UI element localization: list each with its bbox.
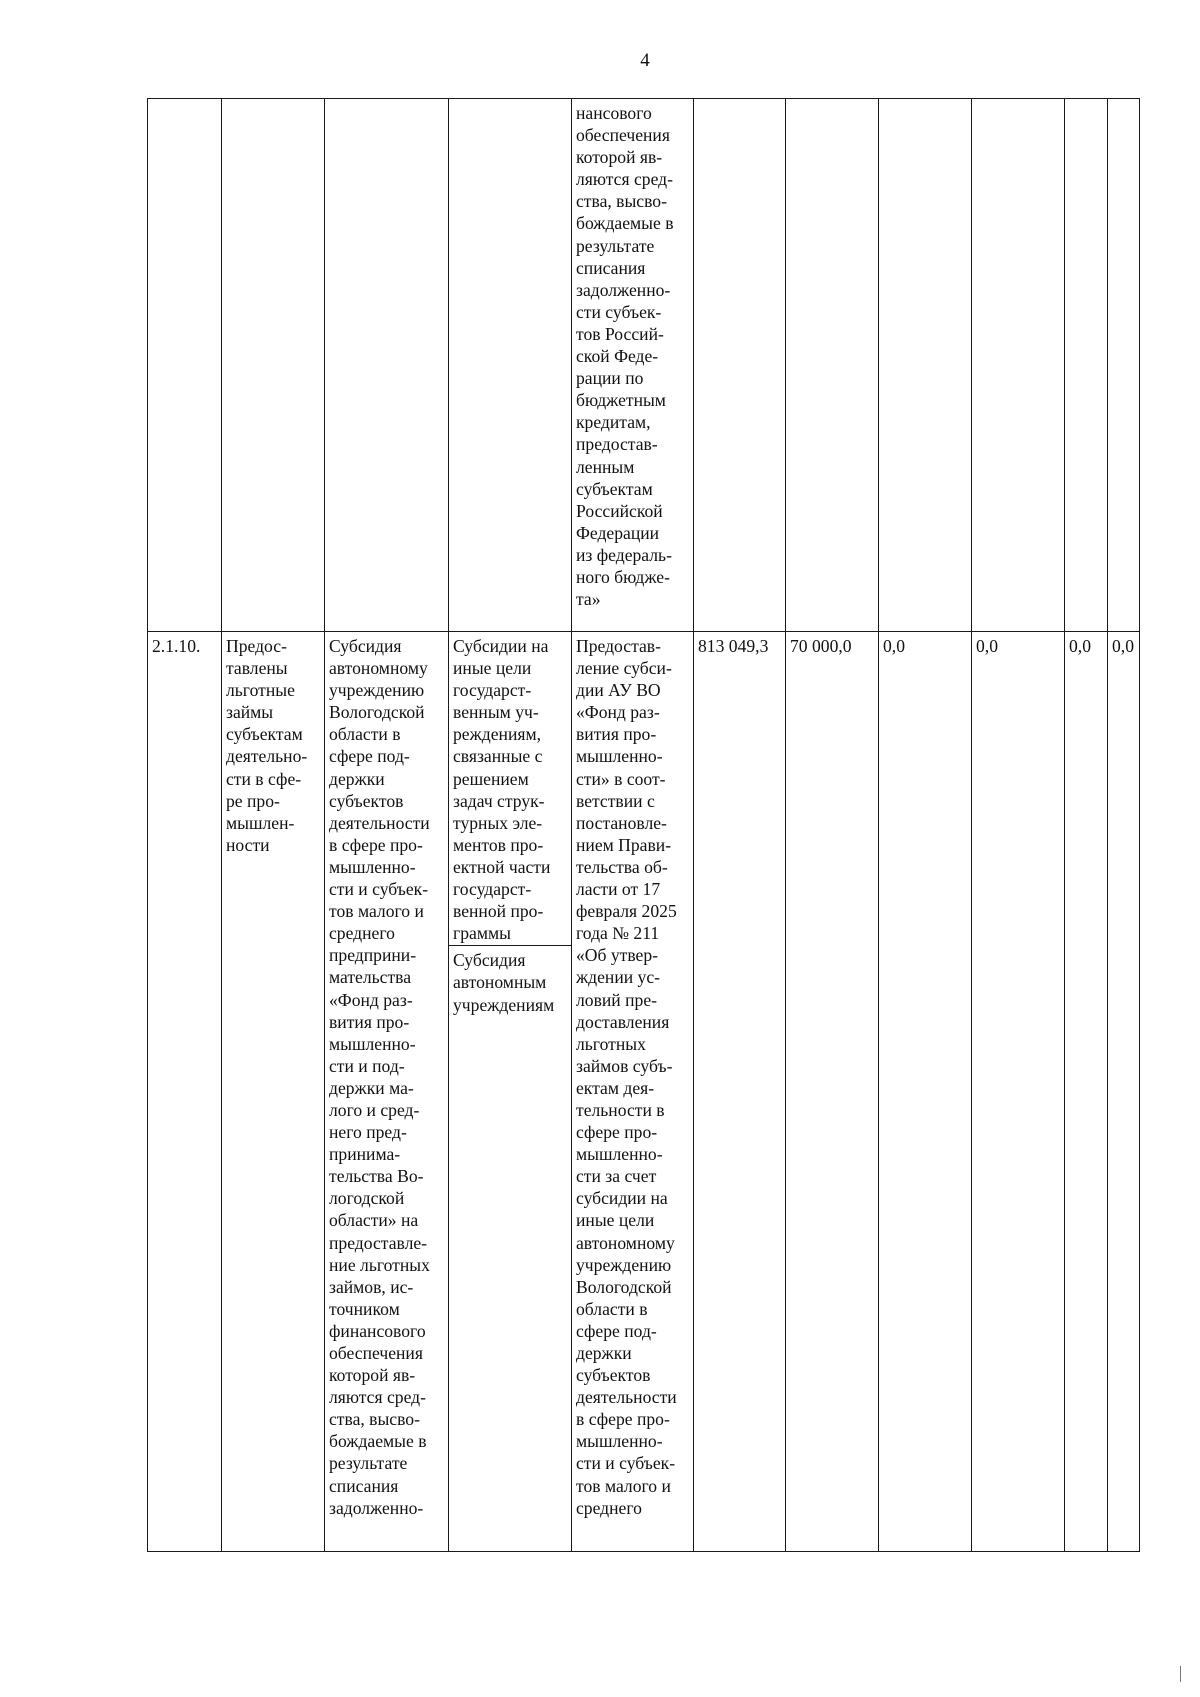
text-line: мышленно- (576, 746, 663, 767)
text-line: списания (576, 257, 646, 278)
text-line: сфере под- (329, 746, 410, 767)
text-line: Предос- (226, 636, 287, 656)
text-line: принима- (329, 1144, 401, 1165)
text-line: автономному (576, 1232, 675, 1253)
cell-value-1 (694, 99, 786, 632)
text-line: ние льготных (329, 1254, 430, 1275)
text-line: Вологодской (576, 1276, 672, 1297)
text-line: держки (576, 1343, 632, 1363)
text-line: тавлены (226, 658, 288, 679)
cell-mechanism (325, 99, 449, 632)
text-line: бюджетным (576, 390, 666, 411)
text-line: логодской (329, 1188, 405, 1209)
text-line: та» (576, 589, 601, 610)
text-line: ляются сред- (329, 1387, 426, 1408)
text-line: вития про- (576, 724, 657, 745)
text-line: мательства (329, 967, 412, 988)
text-line: предприни- (329, 945, 417, 966)
text-line: года № 211 (576, 923, 660, 944)
text-line: льготных (576, 1033, 646, 1054)
text-line: государст- (453, 879, 532, 900)
text-line: деятельности (576, 1387, 677, 1408)
text-line: ловий пре- (576, 989, 657, 1010)
text-line: «Фонд раз- (329, 989, 413, 1010)
text-line: ства, высво- (576, 191, 667, 212)
text-line: субъектам (576, 478, 653, 499)
cell-description (572, 632, 694, 1552)
text-line: связанные с (453, 746, 543, 767)
text-line: обеспечения (576, 125, 670, 146)
text-line: деятельности (329, 812, 430, 833)
table-row (148, 632, 1140, 1552)
text-line: тельства Во- (329, 1166, 424, 1187)
text-line: сти субъек- (576, 301, 662, 322)
text-line: кредитам, (576, 412, 651, 433)
text-line: государст- (453, 680, 532, 701)
text-line: нием Прави- (576, 834, 672, 855)
text-line: рации по (576, 368, 644, 389)
text-line: ленным (576, 456, 635, 477)
text-line: бождаемые в (329, 1431, 427, 1452)
text-line: ности (226, 834, 270, 855)
text-line: ектной части (453, 856, 551, 877)
text-line: мышленно- (576, 1431, 663, 1452)
text-line: ление субси- (576, 658, 672, 679)
text-line: субъектам (226, 724, 303, 745)
text-line: мышленно- (576, 1144, 663, 1165)
cell-value-6: 0,0 (1108, 632, 1140, 1552)
text-line: ждении ус- (576, 967, 661, 988)
text-line: из федераль- (576, 544, 672, 565)
text-line: сти и субъек- (576, 1453, 676, 1474)
text-line: среднего (576, 1497, 642, 1518)
text-line: сти в сфе- (226, 768, 302, 789)
text-line: субъектов (576, 1365, 651, 1386)
text-line: задач струк- (453, 790, 545, 811)
text-line: ласти от 17 (576, 879, 661, 900)
cell-mechanism (325, 632, 449, 1552)
text-line: займы (226, 702, 274, 723)
text-line: тельности в (576, 1099, 665, 1120)
text-line: которой яв- (329, 1365, 416, 1386)
text-line: венной про- (453, 901, 544, 922)
text-line: сфере под- (576, 1320, 657, 1341)
text-line: иные цели (453, 658, 532, 679)
text-line: февраля 2025 (576, 901, 677, 922)
text-line: дии АУ ВО (576, 680, 661, 701)
text-line: сти и субъек- (329, 879, 429, 900)
text-line: тов малого и (329, 901, 424, 922)
text-line: него пред- (329, 1122, 407, 1143)
text-line: ветствии с (576, 790, 655, 811)
text-line: ской Феде- (576, 346, 659, 367)
cell-expense-types (449, 632, 572, 1552)
text-line: которой яв- (576, 147, 663, 168)
text-line: ментов про- (453, 834, 544, 855)
text-line: тов малого и (576, 1475, 671, 1496)
text-line: результате (576, 235, 655, 256)
text-line: среднего (329, 923, 395, 944)
text-line: точником (329, 1298, 400, 1319)
text-line: Субсидия (453, 950, 526, 971)
text-line: иные цели (576, 1210, 655, 1231)
text-line: Предостав- (576, 636, 661, 656)
text-line: Вологодской (329, 702, 425, 723)
text-line: задолженно- (576, 279, 671, 300)
cell-num: 2.1.10. (148, 632, 222, 1552)
text-line: области в (329, 724, 401, 745)
text-line: в сфере про- (576, 1409, 670, 1430)
text-line: тов Россий- (576, 323, 664, 344)
text-line: учреждениям (453, 994, 555, 1015)
cell-num (148, 99, 222, 632)
expense-type-block (449, 632, 571, 945)
text-line: венным уч- (453, 702, 539, 723)
text-line: ектам дея- (576, 1077, 655, 1098)
text-line: области в (576, 1298, 648, 1319)
cell-expense-types (449, 99, 572, 632)
text-line: учреждению (329, 680, 425, 701)
scan-mark (1180, 1666, 1181, 1682)
text-line: мышленно- (329, 856, 416, 877)
text-line: ного бюдже- (576, 566, 670, 587)
cell-value-3: 0,0 (879, 632, 972, 1552)
text-line: сти за счет (576, 1166, 657, 1187)
text-line: нансового (576, 103, 652, 123)
text-line: Субсидия (329, 636, 402, 656)
text-line: «Фонд раз- (576, 702, 660, 723)
text-line: бождаемые в (576, 213, 674, 234)
text-line: лого и сред- (329, 1099, 420, 1120)
text-line: Федерации (576, 522, 660, 543)
text-line: тельства об- (576, 856, 668, 877)
cell-value-4 (972, 99, 1065, 632)
text-line: предостав- (576, 434, 658, 455)
text-line: субсидии на (576, 1188, 668, 1209)
text-line: Субсидии на (453, 636, 549, 656)
text-line: области» на (329, 1210, 419, 1231)
text-line: в сфере про- (329, 834, 423, 855)
text-line: льготные (226, 680, 295, 701)
text-line: обеспечения (329, 1343, 423, 1363)
text-line: списания (329, 1475, 399, 1496)
text-line: задолженно- (329, 1497, 424, 1518)
text-line: вития про- (329, 1011, 410, 1032)
cell-value-1: 813 049,3 (694, 632, 786, 1552)
cell-value-3 (879, 99, 972, 632)
text-line: займов, ис- (329, 1276, 414, 1297)
text-line: субъектов (329, 790, 404, 811)
text-line: автономному (329, 658, 428, 679)
cell-value-6 (1108, 99, 1140, 632)
text-line: сти и под- (329, 1055, 405, 1076)
text-line: сти» в соот- (576, 768, 666, 789)
cell-result (222, 99, 325, 632)
text-line: ства, высво- (329, 1409, 420, 1430)
text-line: мышленно- (329, 1033, 416, 1054)
text-line: займов субъ- (576, 1055, 673, 1076)
text-line: реждениям, (453, 724, 541, 745)
cell-description (572, 99, 694, 632)
expense-type-block (449, 945, 571, 1016)
text-line: учреждению (576, 1254, 672, 1275)
text-line: мышлен- (226, 812, 295, 833)
cell-value-5: 0,0 (1065, 632, 1108, 1552)
text-line: автономным (453, 972, 547, 993)
cell-value-2: 70 000,0 (786, 632, 879, 1552)
cell-value-4: 0,0 (972, 632, 1065, 1552)
text-line: доставления (576, 1011, 670, 1032)
text-line: сфере про- (576, 1122, 658, 1143)
table-row (148, 99, 1140, 632)
text-line: финансового (329, 1320, 426, 1341)
cell-result (222, 632, 325, 1552)
cell-value-2 (786, 99, 879, 632)
text-line: турных эле- (453, 812, 543, 833)
text-line: «Об утвер- (576, 945, 659, 966)
text-line: деятельно- (226, 746, 308, 767)
text-line: держки ма- (329, 1077, 414, 1098)
cell-value-5 (1065, 99, 1108, 632)
text-line: постановле- (576, 812, 667, 833)
text-line: ляются сред- (576, 169, 673, 190)
text-line: граммы (453, 923, 511, 944)
text-line: Российской (576, 500, 663, 521)
page-number: 4 (640, 50, 650, 71)
text-line: предоставле- (329, 1232, 428, 1253)
text-line: решением (453, 768, 529, 789)
text-line: ре про- (226, 790, 280, 811)
text-line: держки (329, 768, 385, 789)
document-table (147, 98, 1140, 1552)
text-line: результате (329, 1453, 408, 1474)
